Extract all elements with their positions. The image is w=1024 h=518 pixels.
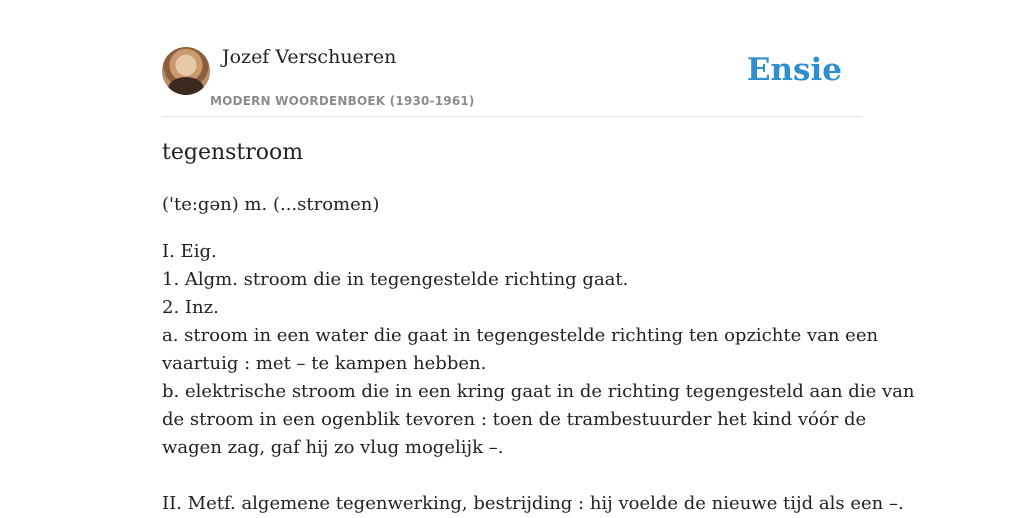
definition-line: vaartuig : met – te kampen hebben.	[162, 353, 487, 374]
definition-line: I. Eig.	[162, 241, 217, 262]
entry-pronunciation: ('te:gən) m. (...stromen)	[162, 194, 380, 215]
definition-line: b. elektrische stroom die in een kring gaat in de richting tegengesteld aan die van	[162, 381, 915, 402]
author-name[interactable]: Jozef Verschueren	[222, 46, 397, 68]
header	[162, 44, 862, 117]
source-label[interactable]: MODERN WOORDENBOEK (1930-1961)	[210, 94, 475, 108]
brand-logo[interactable]: Ensie	[746, 52, 842, 88]
definition-line: 1. Algm. stroom die in tegengestelde richting gaat.	[162, 269, 629, 290]
paragraph-gap	[162, 462, 867, 490]
entry-term: tegenstroom	[162, 140, 304, 165]
definition-line: de stroom in een ogenblik tevoren : toen de trambestuurder het kind vóór de	[162, 409, 867, 430]
definition-line: 2. Inz.	[162, 297, 219, 318]
author-avatar[interactable]	[162, 47, 210, 95]
definition-line: wagen zag, gaf hij zo vlug mogelijk –.	[162, 437, 504, 458]
entry-definition	[162, 238, 915, 518]
avatar-shoulders	[168, 77, 204, 95]
definition-line: II. Metf. algemene tegenwerking, bestrijding : hij voelde de nieuwe tijd als een –.	[162, 493, 904, 514]
definition-line: a. stroom in een water die gaat in tegengestelde richting ten opzichte van een	[162, 325, 879, 346]
